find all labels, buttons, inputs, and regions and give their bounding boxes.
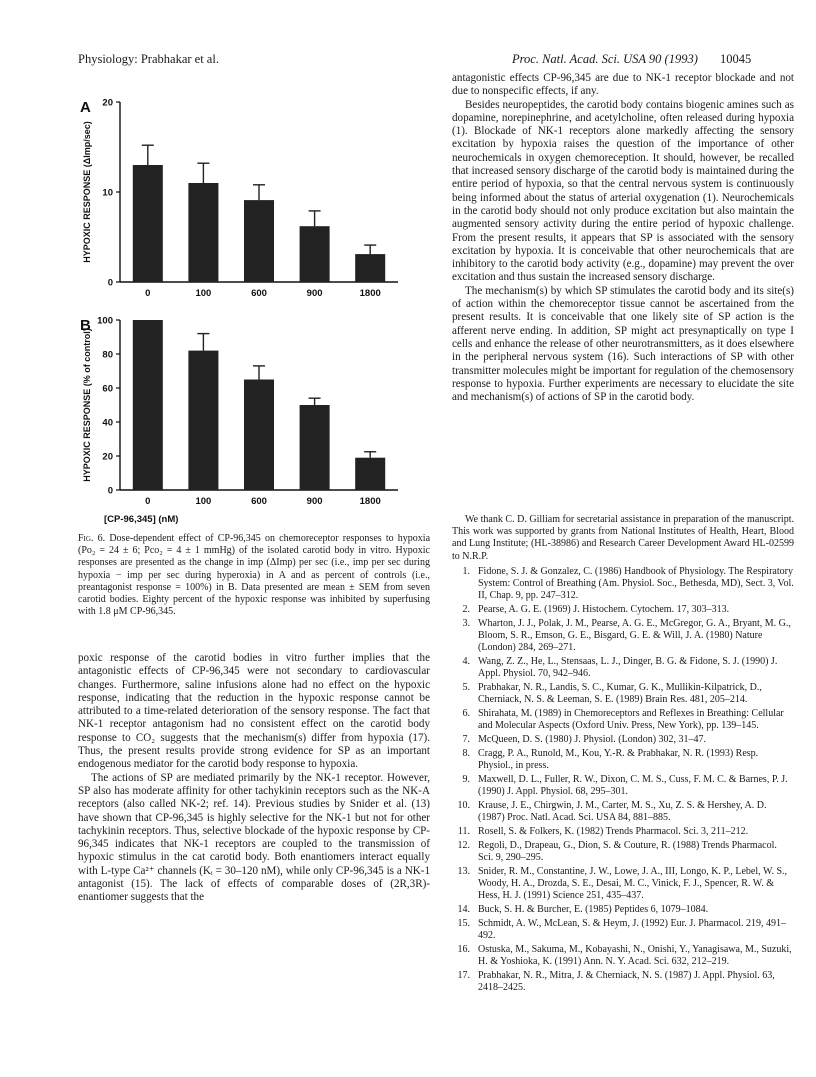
reference-item [452, 604, 794, 616]
y-tick-label: 100 [97, 315, 113, 327]
panel-letter: B [80, 317, 91, 334]
caption-label: Fig. 6. [78, 533, 106, 544]
bar [244, 380, 274, 491]
y-tick-label: 20 [102, 451, 113, 463]
chart-panel-b [78, 306, 430, 528]
reference-list [452, 566, 794, 996]
reference-number: 12. [457, 839, 470, 851]
y-tick-label: 20 [102, 97, 113, 109]
x-tick-label: 0 [145, 496, 151, 507]
reference-number: 2. [462, 604, 470, 616]
bar [133, 320, 163, 490]
reference-item [452, 866, 794, 903]
panel-letter: A [80, 99, 91, 116]
chart-panel-a [78, 80, 430, 300]
reference-text: Krause, J. E., Chirgwin, J. M., Carter, M. S., Xu, Z. S. & Hershey, A. D. (1987) Proc. Natl. Acad. Sci. USA 84, 881–885. [478, 800, 767, 824]
x-tick-label: 100 [195, 288, 212, 299]
reference-item [452, 734, 794, 746]
x-axis-label: [CP-96,345] (nM) [104, 514, 179, 525]
reference-number: 11. [457, 826, 470, 837]
reference-item [452, 840, 794, 864]
reference-text: Wang, Z. Z., He, L., Stensaas, L. J., Dinger, B. G. & Fidone, S. J. (1990) J. Appl. Physiol. 70, 942–946. [478, 656, 778, 680]
caption-text: Dose-dependent effect of CP-96,345 on chemoreceptor responses to hypoxia (Po₂ = 24 ± 6; Pco₂ = 4 ± 1 mmHg) of the isolated carotid body in vitro. Hypoxic responses are presented as the change in imp (ΔImp) per sec (i.e., imp per sec during hypoxia − imp per sec during hyperoxia) in A and as percent of controls (i.e., preantagonist response = 100%) in B. Data presented are mean ± SEM from seven carotid bodies. Eighty percent of the hypoxic response was inhibited by superfusing with 1.8 μM CP-96,345. [78, 533, 431, 618]
x-tick-label: 1800 [359, 496, 381, 507]
y-tick-label: 0 [107, 277, 113, 289]
paragraph: Besides neuropeptides, the carotid body contains biogenic amines such as dopamine, norepinephrine, and acetylcholine, often released during hypoxia (1). Blockade of NK-1 receptors alone markedly affecting the sensory excitation by hypoxia raises the question of the importance of other neurochemicals in oxygen chemoreception. It should, however, be recalled that increased sensory discharge of the carotid body is maintained during the entire period of hypoxia, so that the central nervous system is continuously being informed about the status of arterial oxygenation (1). Neurochemicals in the carotid body should not only produce excitation but also maintain the augmented sensory activity during the entire period of hypoxic challenge. From the present results, it appears that SP is associated with the sensory excitation by hypoxia. It is conceivable that other neurochemicals that are inhibitory to the carotid body activity (e.g., dopamine) may prevent the over excitation and thus sustain the increased sensory discharge. [452, 98, 794, 284]
reference-item [452, 826, 794, 838]
bar [244, 200, 274, 282]
reference-text: McQueen, D. S. (1980) J. Physiol. (London) 302, 31–47. [478, 734, 707, 746]
paragraph: The actions of SP are mediated primarily by the NK-1 receptor. However, SP also has moderate affinity for other tachykinin receptors such as the NK-A receptors (also called NK-2; ref. 14). Previous studies by Snider et al. (13) have shown that CP-96,345 is highly selective for the NK-1 but not for other tachykinin receptors. Thus, selective blockade of the hypoxic response by CP-96,345 indicates that NK-1 receptors are coupled to the transmission of hypoxic stimulus in the cat carotid body. Both enantiomers interact equally with L-type Ca²⁺ channels (Kᵢ = 30–120 nM), while only CP-96,345 is a NK-1 antagonist (15). The lack of effects of comparable doses of (2R,3R)-enantiomer suggests that the [78, 771, 430, 904]
reference-item [452, 904, 794, 916]
reference-number: 9. [462, 774, 470, 785]
x-tick-label: 900 [306, 496, 323, 507]
paragraph: antagonistic effects CP-96,345 are due to NK-1 receptor blockade and not due to nonspecific effects, if any. [452, 72, 794, 98]
reference-text: Buck, S. H. & Burcher, E. (1985) Peptides 6, 1079–1084. [478, 904, 709, 915]
reference-item [452, 918, 794, 942]
paragraph: poxic response of the carotid bodies in vitro further implies that the antagonistic effects of CP-96,345 were not secondary to cardiovascular changes. Furthermore, saline infusions alone had no effect on the hypoxic response, indicating that the reduction in the hypoxic response cannot be attributed to a time-related deterioration of the sensory response. The fact that NK-1 receptor antagonism had no consistent effect on the carotid body response to CO₂ suggests that the mechanism(s) differ from hypoxia (17). Thus, the present results provide strong evidence for SP as an important endogenous mediator for the carotid body response to hypoxia. [78, 652, 430, 771]
reference-text: Prabhakar, N. R., Landis, S. C., Kumar, G. K., Mullikin-Kilpatrick, D., Cherniack, N. S. & Leeman, S. E. (1989) Brain Res. 481, 205–214. [478, 682, 762, 706]
bar [188, 351, 218, 490]
reference-number: 8. [462, 748, 470, 759]
reference-number: 4. [462, 656, 470, 668]
x-tick-label: 600 [251, 496, 267, 507]
reference-item [452, 708, 794, 732]
reference-number: 6. [462, 708, 470, 720]
bar [133, 165, 163, 282]
reference-item [452, 682, 794, 706]
reference-number: 13. [457, 865, 470, 877]
figure-caption [78, 533, 430, 618]
reference-number: 14. [457, 904, 470, 915]
y-tick-label: 10 [102, 187, 113, 199]
reference-text: Rosell, S. & Folkers, K. (1982) Trends Pharmacol. Sci. 3, 211–212. [478, 826, 749, 837]
x-tick-label: 1800 [359, 288, 381, 299]
reference-number: 16. [457, 943, 470, 955]
reference-number: 10. [457, 800, 470, 811]
bar [355, 458, 385, 490]
reference-text: Regoli, D., Drapeau, G., Dion, S. & Couture, R. (1988) Trends Pharmacol. Sci. 9, 290–295. [478, 839, 777, 863]
reference-number: 3. [462, 618, 470, 629]
reference-item [452, 970, 794, 994]
reference-text: Fidone, S. J. & Gonzalez, C. (1986) Handbook of Physiology. The Respiratory System: Control of Breathing (Am. Physiol. Soc., Bethesda, MD), Sect. 3, Vol. II, Chap. 9, pp. 247–312. [478, 566, 794, 602]
bar [300, 226, 330, 282]
y-axis-label: HYPOXIC RESPONSE (% of control) [82, 328, 92, 482]
reference-number: 17. [457, 969, 470, 981]
paragraph: The mechanism(s) by which SP stimulates the carotid body and its site(s) of action within the chemoreceptor tissue cannot be ascertained from the present results. It is conceivable that one likely site of SP action is the afferent nerve ending. In addition, SP might act presynaptically on type I cells and enhance the release of other neurotransmitters, as it does elsewhere in the peripheral nervous system (16). Such interactions of SP with other transmitter molecules might be important for regulation of the chemosensory response to hypoxia. Further experiments are necessary to elucidate the site and mechanism(s) of actions of SP in the carotid body. [452, 284, 794, 404]
reference-number: 5. [462, 682, 470, 694]
left-column-text [78, 652, 430, 905]
x-tick-label: 600 [251, 288, 267, 299]
y-axis-label: HYPOXIC RESPONSE (ΔImp/sec) [82, 121, 92, 263]
x-tick-label: 900 [306, 288, 323, 299]
page-number: 10045 [720, 52, 752, 66]
y-tick-label: 0 [107, 485, 113, 497]
reference-item [452, 944, 794, 968]
reference-number: 1. [462, 566, 470, 577]
reference-item [452, 566, 794, 603]
reference-text: Cragg, P. A., Runold, M., Kou, Y.-R. & Prabhakar, N. R. (1993) Resp. Physiol., in press. [478, 748, 759, 772]
reference-item [452, 618, 794, 655]
x-tick-label: 0 [145, 288, 151, 299]
reference-item [452, 748, 794, 772]
y-tick-label: 80 [102, 349, 113, 361]
reference-number: 7. [462, 734, 470, 746]
reference-text: Wharton, J. J., Polak, J. M., Pearse, A. G. E., McGregor, G. A., Bryant, M. G., Bloom, S. R., Emson, G. E., Bisgard, G. E. & Will, J. A. (1980) Nature (London) 284, 269–271. [478, 618, 791, 654]
bar [188, 183, 218, 282]
reference-text: Pearse, A. G. E. (1969) J. Histochem. Cytochem. 17, 303–313. [478, 604, 730, 616]
reference-item [452, 774, 794, 798]
bar [300, 405, 330, 490]
reference-text: Snider, R. M., Constantine, J. W., Lowe, J. A., III, Longo, K. P., Lebel, W. S., Woody, H. A., Drozda, S. E., Desai, M. C., Vinick, F. J., Spencer, R. W. & Hess, H. J. (1991) Science 251, 435–437. [478, 865, 788, 902]
reference-text: Ostuska, M., Sakuma, M., Kobayashi, N., Onishi, Y., Yanagisawa, M., Suzuki, H. & Yoshioka, K. (1991) Ann. N. Y. Acad. Sci. 632, 212–219. [478, 943, 792, 967]
running-header-left: Physiology: Prabhakar et al. [78, 52, 219, 66]
reference-item [452, 800, 794, 824]
reference-text: Shirahata, M. (1989) in Chemoreceptors and Reflexes in Breathing: Cellular and Molecular Aspects (Oxford Univ. Press, New York), pp. 139–145. [478, 708, 784, 732]
acknowledgment: We thank C. D. Gilliam for secretarial assistance in preparation of the manuscript. This work was supported by grants from National Institutes of Health, Heart, Blood and Lung Institute; (HL-38986) and Research Career Development Award HL-02599 to N.R.P. [452, 514, 794, 562]
reference-number: 15. [457, 917, 470, 929]
running-header-journal: Proc. Natl. Acad. Sci. USA 90 (1993) [512, 52, 698, 66]
right-column-text [452, 72, 794, 404]
x-tick-label: 100 [195, 496, 212, 507]
y-tick-label: 60 [102, 383, 113, 395]
reference-text: Schmidt, A. W., McLean, S. & Heym, J. (1992) Eur. J. Pharmacol. 219, 491–492. [478, 917, 787, 941]
reference-item [452, 656, 794, 680]
reference-text: Maxwell, D. L., Fuller, R. W., Dixon, C. M. S., Cuss, F. M. C. & Barnes, P. J. (1990) J. Appl. Physiol. 68, 295–301. [478, 774, 788, 798]
bar [355, 254, 385, 282]
y-tick-label: 40 [102, 417, 113, 429]
reference-text: Prabhakar, N. R., Mitra, J. & Cherniack, N. S. (1987) J. Appl. Physiol. 63, 2418–2425. [478, 969, 775, 993]
